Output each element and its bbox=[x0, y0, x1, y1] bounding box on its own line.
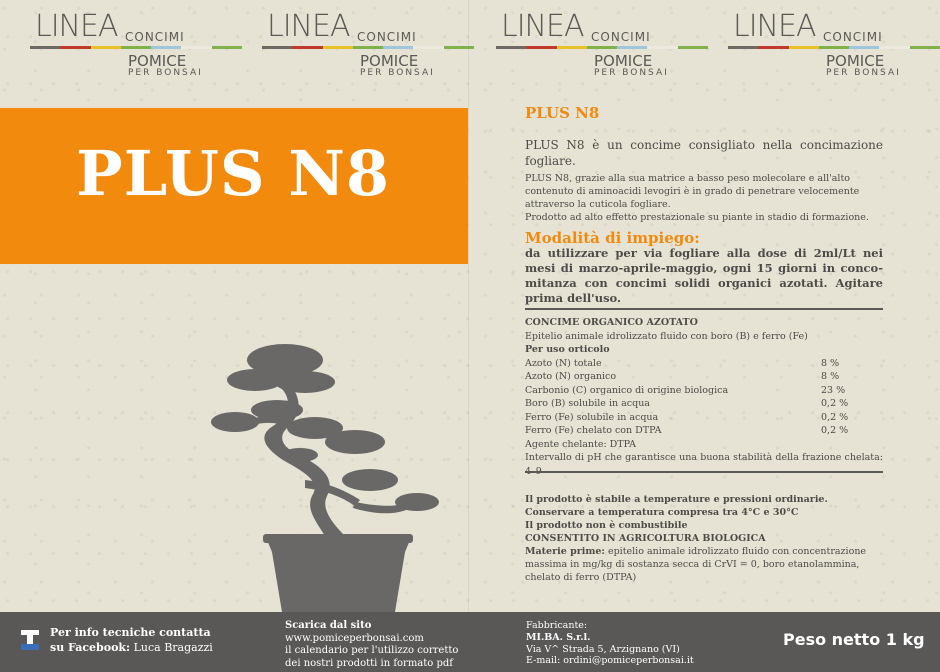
composition-label: Boro (B) solubile in acqua bbox=[525, 398, 650, 409]
composition-value: 8 % bbox=[821, 371, 840, 382]
divider bbox=[525, 471, 883, 473]
composition-label: Ferro (Fe) solubile in acqua bbox=[525, 411, 659, 423]
stripe-segment bbox=[91, 46, 121, 49]
download-line: il calendario per l'utilizzo corretto bbox=[285, 645, 459, 656]
stripe-segment bbox=[30, 46, 60, 49]
composition-value: 8 % bbox=[821, 357, 840, 369]
composition-row bbox=[525, 411, 883, 425]
manufacturer-address: Via V^ Strada 5, Arzignano (VI) bbox=[526, 643, 680, 655]
product-title: PLUS N8 bbox=[525, 104, 600, 122]
fold-line bbox=[468, 0, 469, 612]
stripe-segment bbox=[151, 46, 181, 49]
facebook-label: su Facebook: bbox=[50, 641, 131, 654]
facebook-contact bbox=[50, 625, 213, 655]
usage-heading: Modalità di impiego: bbox=[525, 229, 700, 247]
composition-row bbox=[525, 424, 883, 438]
net-weight: Peso netto 1 kg bbox=[783, 630, 925, 649]
stripe-segment bbox=[262, 46, 292, 49]
logo-linea: LINEA bbox=[501, 9, 584, 44]
banner-title: PLUS N8 bbox=[76, 137, 391, 210]
stripe-segment bbox=[526, 46, 556, 49]
stripe-segment bbox=[758, 46, 788, 49]
stripe-segment bbox=[728, 46, 758, 49]
stripe-segment bbox=[60, 46, 90, 49]
stripe-segment bbox=[678, 46, 708, 49]
stripe-segment bbox=[617, 46, 647, 49]
manufacturer-heading: Fabbricante: bbox=[526, 620, 588, 631]
logo-linea: LINEA bbox=[267, 9, 350, 44]
download-heading: Scarica dal sito bbox=[285, 620, 372, 631]
download-info bbox=[285, 620, 458, 670]
stripe-segment bbox=[879, 46, 909, 49]
logo-linea: LINEA bbox=[733, 9, 816, 44]
stripe-segment bbox=[496, 46, 526, 49]
logo-pomice: POMICE bbox=[128, 52, 187, 70]
composition-subtitle: Epitelio animale idrolizzato fluido con boro (B) e ferro (Fe) bbox=[525, 330, 808, 342]
composition-row bbox=[525, 357, 883, 371]
description-paragraph: Prodotto ad alto effetto prestazionale su piante in stadio di formazione. bbox=[525, 212, 869, 223]
note-line: Conservare a temperatura compresa tra 4°C e 30°C bbox=[525, 507, 799, 518]
ph-range: Intervallo di pH che garantisce una buona stabilità della frazione chelata: bbox=[525, 452, 883, 463]
contact-icon bbox=[20, 629, 40, 651]
logo-linea: LINEA bbox=[35, 9, 118, 44]
logo-color-stripe bbox=[30, 46, 242, 49]
note-line: CONSENTITO IN AGRICOLTURA BIOLOGICA bbox=[525, 533, 766, 544]
composition-rows bbox=[525, 357, 883, 438]
composition-value: 0,2 % bbox=[821, 411, 849, 423]
brand-logo bbox=[713, 0, 933, 82]
logo-concimi: CONCIMI bbox=[357, 30, 417, 44]
logo-per-bonsai: PER BONSAI bbox=[594, 68, 669, 78]
stripe-segment bbox=[413, 46, 443, 49]
stripe-segment bbox=[444, 46, 474, 49]
stripe-segment bbox=[181, 46, 211, 49]
logo-pomice: POMICE bbox=[594, 52, 653, 70]
logo-concimi: CONCIMI bbox=[823, 30, 883, 44]
logo-color-stripe bbox=[728, 46, 940, 49]
stripe-segment bbox=[323, 46, 353, 49]
product-description bbox=[525, 172, 883, 224]
composition-label: Azoto (N) organico bbox=[525, 371, 617, 382]
raw-materials-text: epitelio animale idrolizzato fluido con concentrazione massima in mg/kg di sostanza secca di CrVI = 0, boro etanolammina, chelato di ferro (DTPA) bbox=[525, 546, 867, 583]
brand-logo bbox=[481, 0, 701, 82]
composition-row bbox=[525, 370, 883, 384]
logo-pomice: POMICE bbox=[360, 52, 419, 70]
website-link[interactable]: www.pomiceperbonsai.com bbox=[285, 632, 424, 644]
bonsai-tree-image bbox=[205, 330, 465, 612]
composition-value: 0,2 % bbox=[821, 398, 849, 409]
composition-label: Carbonio (C) organico di origine biologica bbox=[525, 384, 729, 396]
storage-notes bbox=[525, 493, 883, 584]
brand-logo bbox=[247, 0, 467, 82]
divider bbox=[525, 308, 883, 310]
manufacturer-info bbox=[526, 620, 694, 667]
stripe-segment bbox=[789, 46, 819, 49]
composition-row bbox=[525, 384, 883, 398]
composition-label: Ferro (Fe) chelato con DTPA bbox=[525, 425, 662, 436]
description-paragraph: PLUS N8, grazie alla sua matrice a basso peso molecolare e all'alto contenuto di aminoacidi levogiri è in grado di penetrare velocemente attraverso la cuticola fogliare. bbox=[525, 173, 860, 210]
manufacturer-email[interactable]: E-mail: ordini@pomiceperbonsai.it bbox=[526, 655, 694, 667]
manufacturer-name: MI.BA. S.r.l. bbox=[526, 631, 591, 643]
stripe-segment bbox=[292, 46, 322, 49]
chelating-agent: Agente chelante: DTPA bbox=[525, 438, 637, 450]
stripe-segment bbox=[383, 46, 413, 49]
raw-materials bbox=[525, 545, 883, 584]
stripe-segment bbox=[557, 46, 587, 49]
facebook-name: Luca Bragazzi bbox=[130, 641, 213, 654]
stripe-segment bbox=[353, 46, 383, 49]
stripe-segment bbox=[212, 46, 242, 49]
logo-pomice: POMICE bbox=[826, 52, 885, 70]
composition-heading: CONCIME ORGANICO AZOTATO bbox=[525, 317, 698, 328]
composition-row bbox=[525, 397, 883, 411]
composition-value: 0,2 % bbox=[821, 425, 849, 436]
composition-label: Azoto (N) totale bbox=[525, 357, 602, 369]
logo-color-stripe bbox=[496, 46, 708, 49]
product-intro: PLUS N8 è un concime consigliato nella concimazione fogliare. bbox=[525, 138, 883, 168]
logo-concimi: CONCIMI bbox=[591, 30, 651, 44]
raw-materials-label: Materie prime: bbox=[525, 546, 605, 557]
logo-per-bonsai: PER BONSAI bbox=[128, 68, 203, 78]
composition-block bbox=[525, 316, 883, 478]
stripe-segment bbox=[819, 46, 849, 49]
stripe-segment bbox=[121, 46, 151, 49]
logo-per-bonsai: PER BONSAI bbox=[360, 68, 435, 78]
logo-color-stripe bbox=[262, 46, 474, 49]
logo-concimi: CONCIMI bbox=[125, 30, 185, 44]
facebook-contact-line: Per info tecniche contatta bbox=[50, 626, 211, 639]
note-line: Il prodotto è stabile a temperature e pressioni ordinarie. bbox=[525, 494, 828, 505]
brand-logo bbox=[15, 0, 235, 82]
composition-use: Per uso orticolo bbox=[525, 344, 610, 355]
note-line: Il prodotto non è combustibile bbox=[525, 520, 688, 531]
usage-text: da utilizzare per via fogliare alla dose di 2ml/Lt nei mesi di marzo-aprile-maggio, ogni 15 giorni in conco-mitanza con concimi solidi organici azotati. Agitare prima dell'uso. bbox=[525, 246, 883, 305]
stripe-segment bbox=[910, 46, 940, 49]
stripe-segment bbox=[849, 46, 879, 49]
composition-value: 23 % bbox=[821, 384, 846, 396]
stripe-segment bbox=[647, 46, 677, 49]
download-line: dei nostri prodotti in formato pdf bbox=[285, 657, 453, 669]
logo-per-bonsai: PER BONSAI bbox=[826, 68, 901, 78]
stripe-segment bbox=[587, 46, 617, 49]
